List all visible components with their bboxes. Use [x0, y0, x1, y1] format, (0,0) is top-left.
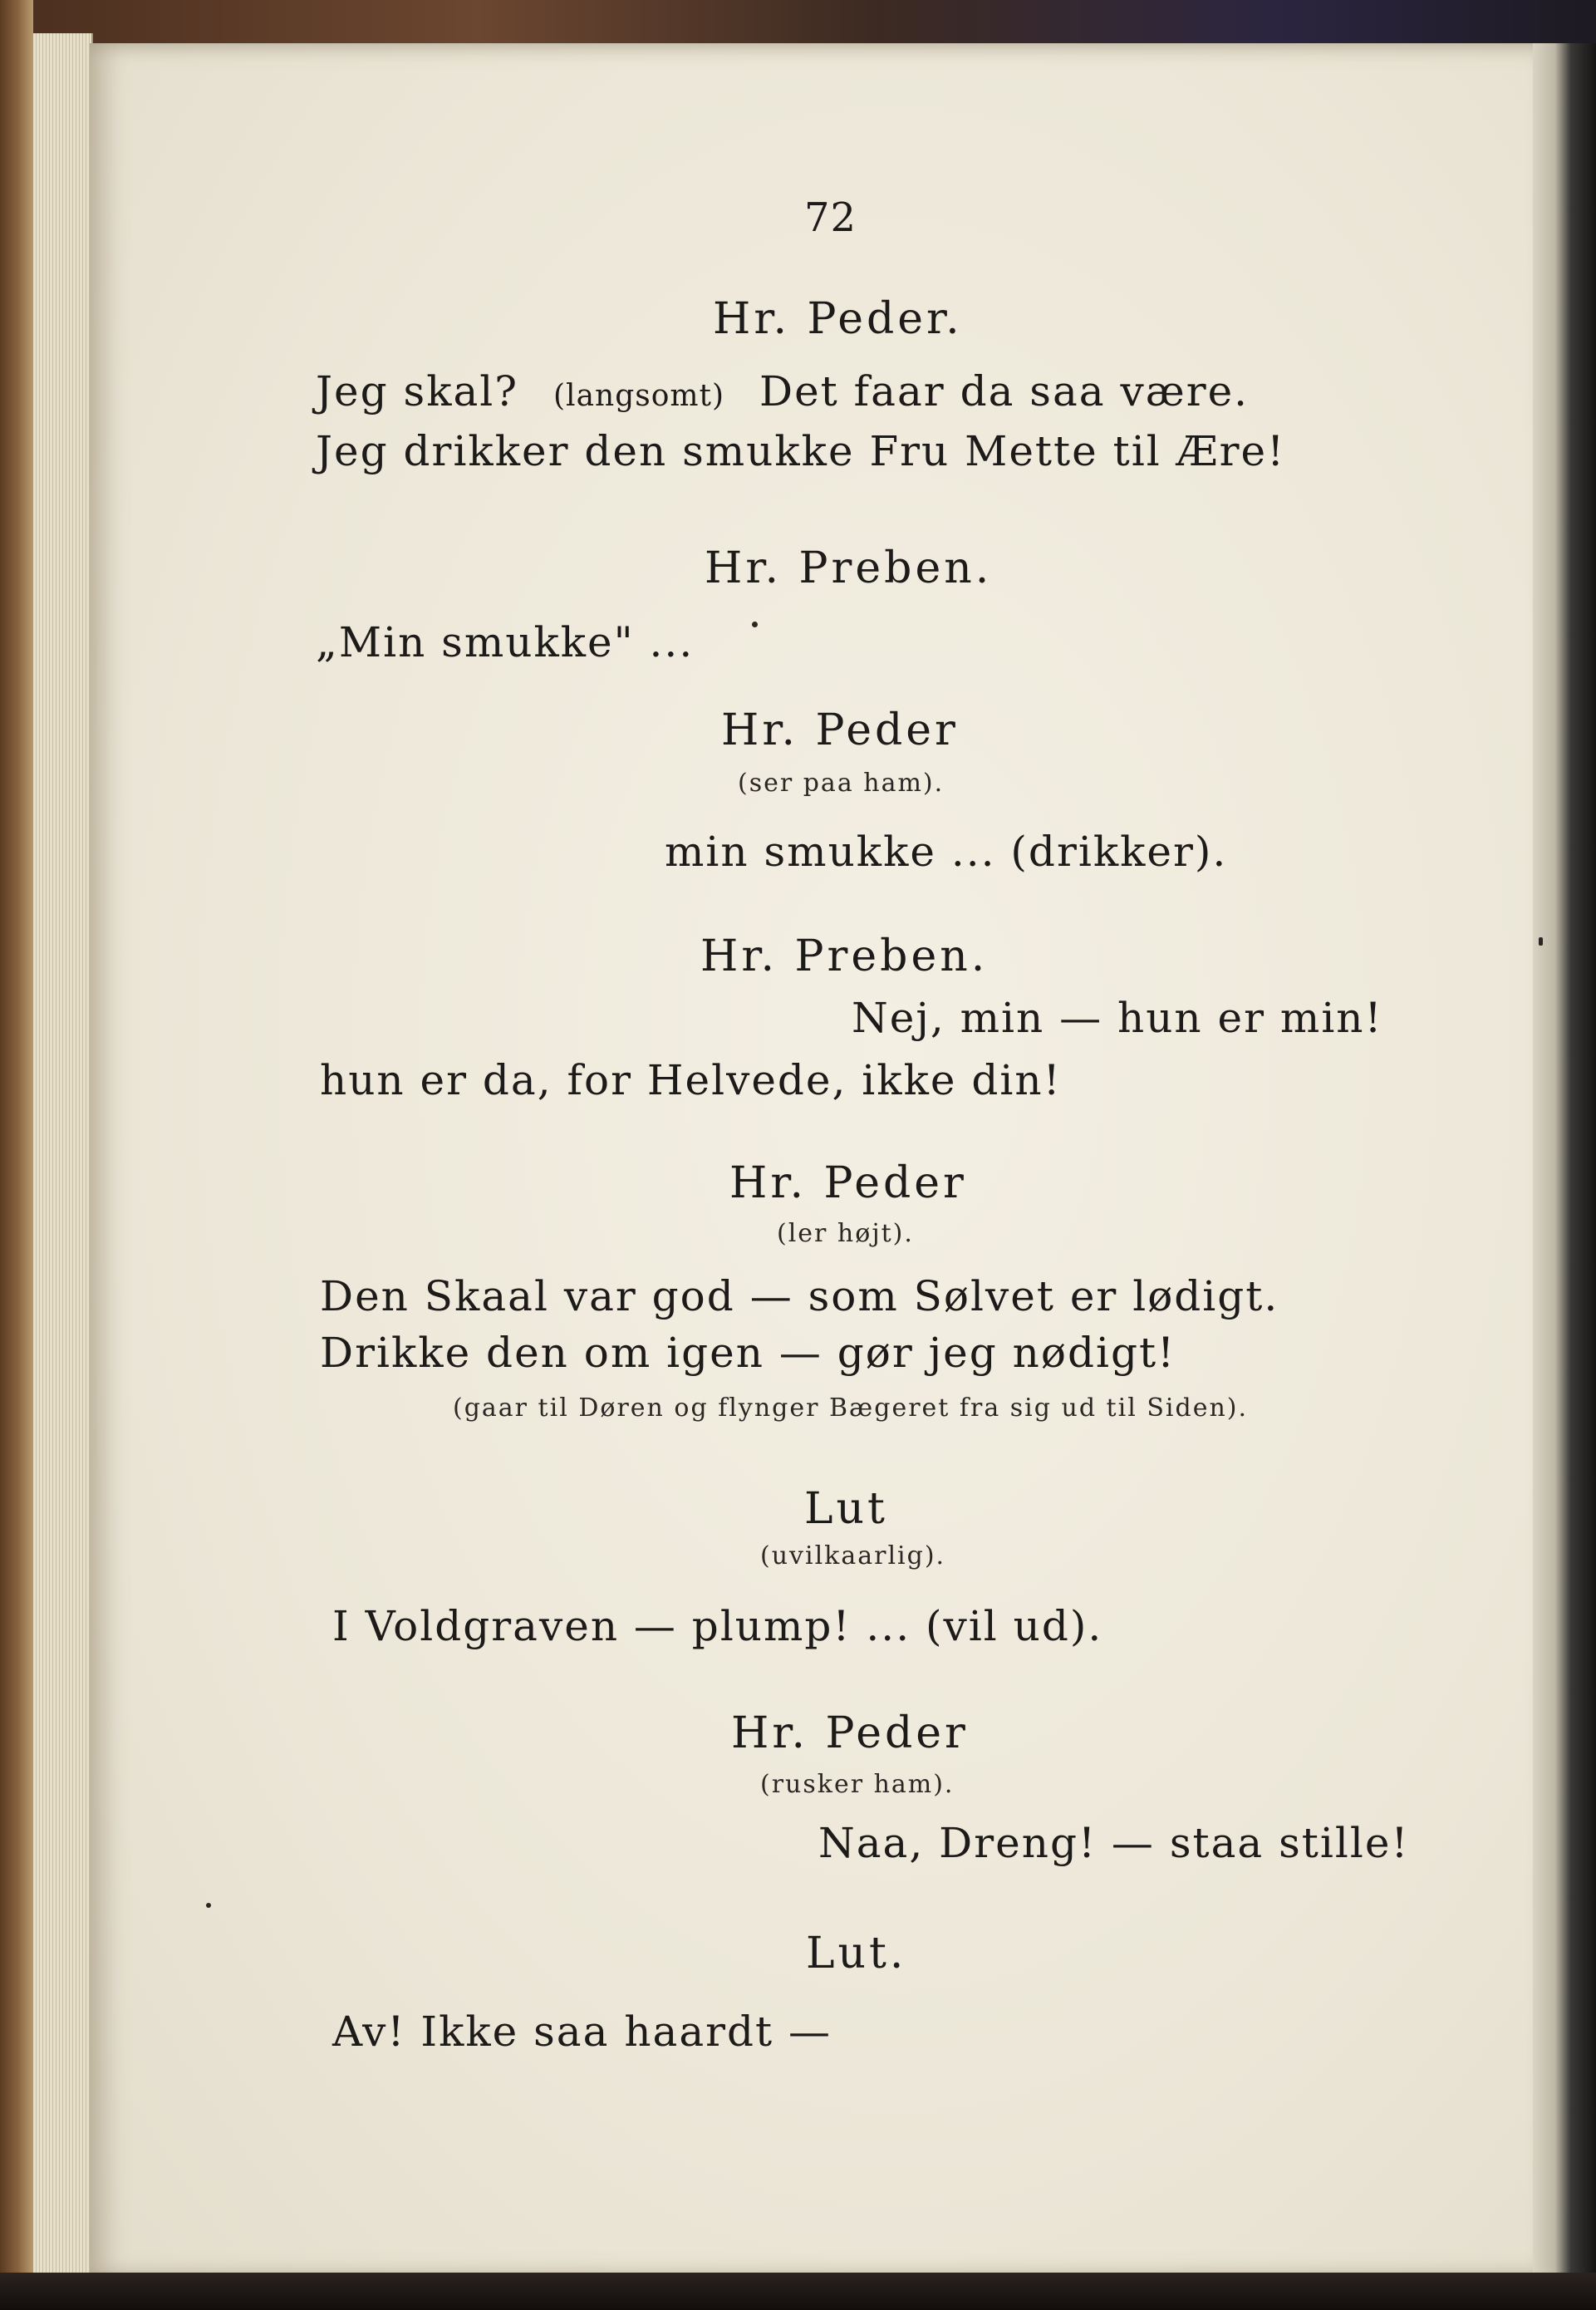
page-number: 72: [804, 194, 857, 241]
speaker-heading: Hr. Peder: [729, 1158, 967, 1208]
speaker-heading: Hr. Peder: [721, 705, 959, 755]
stage-direction: (rusker ham).: [760, 1770, 955, 1799]
verse-line: Jeg drikker den smukke Fru Mette til Ære!: [316, 427, 1286, 475]
verse-line: Drikke den om igen — gør jeg nødigt!: [320, 1329, 1176, 1377]
book-cover-top: [0, 0, 1596, 48]
speaker-heading: Hr. Preben.: [700, 931, 989, 981]
speaker-heading: Hr. Preben.: [705, 543, 993, 593]
verse-fragment: Det faar da saa være.: [759, 367, 1250, 415]
verse-line: Naa, Dreng! — staa stille!: [818, 1819, 1410, 1867]
speaker-heading: Hr. Peder: [731, 1708, 969, 1758]
ink-speck: [752, 622, 758, 627]
book-bottom-shadow: [0, 2273, 1596, 2310]
inline-direction: (langsomt): [553, 379, 725, 413]
page-gutter: [1533, 43, 1596, 2310]
stage-direction: (gaar til Døren og flynger Bægeret fra sig ud til Siden).: [453, 1393, 1249, 1423]
stage-direction: (ler højt).: [777, 1219, 914, 1248]
verse-line: Nej, min — hun er min!: [852, 994, 1383, 1042]
speaker-heading: Lut: [804, 1484, 888, 1534]
verse-line: Den Skaal var god — som Sølvet er lødigt.: [320, 1272, 1279, 1320]
ink-speck: [206, 1903, 211, 1908]
page-edges: [33, 33, 93, 2277]
verse-line: [316, 367, 1250, 415]
ink-speck: [1539, 937, 1543, 946]
stage-direction: (ser paa ham).: [738, 769, 945, 798]
verse-line: min smukke ... (drikker).: [665, 828, 1228, 876]
verse-line: Av! Ikke saa haardt —: [332, 2008, 832, 2056]
speaker-heading: Hr. Peder.: [713, 294, 963, 344]
verse-line: hun er da, for Helvede, ikke din!: [320, 1056, 1062, 1104]
book-cover-left: [0, 0, 33, 2310]
verse-line: I Voldgraven — plump! ... (vil ud).: [332, 1602, 1103, 1650]
stage-direction: (uvilkaarlig).: [760, 1541, 946, 1570]
verse-line: „Min smukke" ...: [316, 618, 695, 666]
speaker-heading: Lut.: [806, 1929, 907, 1978]
verse-fragment: Jeg skal?: [316, 367, 519, 415]
